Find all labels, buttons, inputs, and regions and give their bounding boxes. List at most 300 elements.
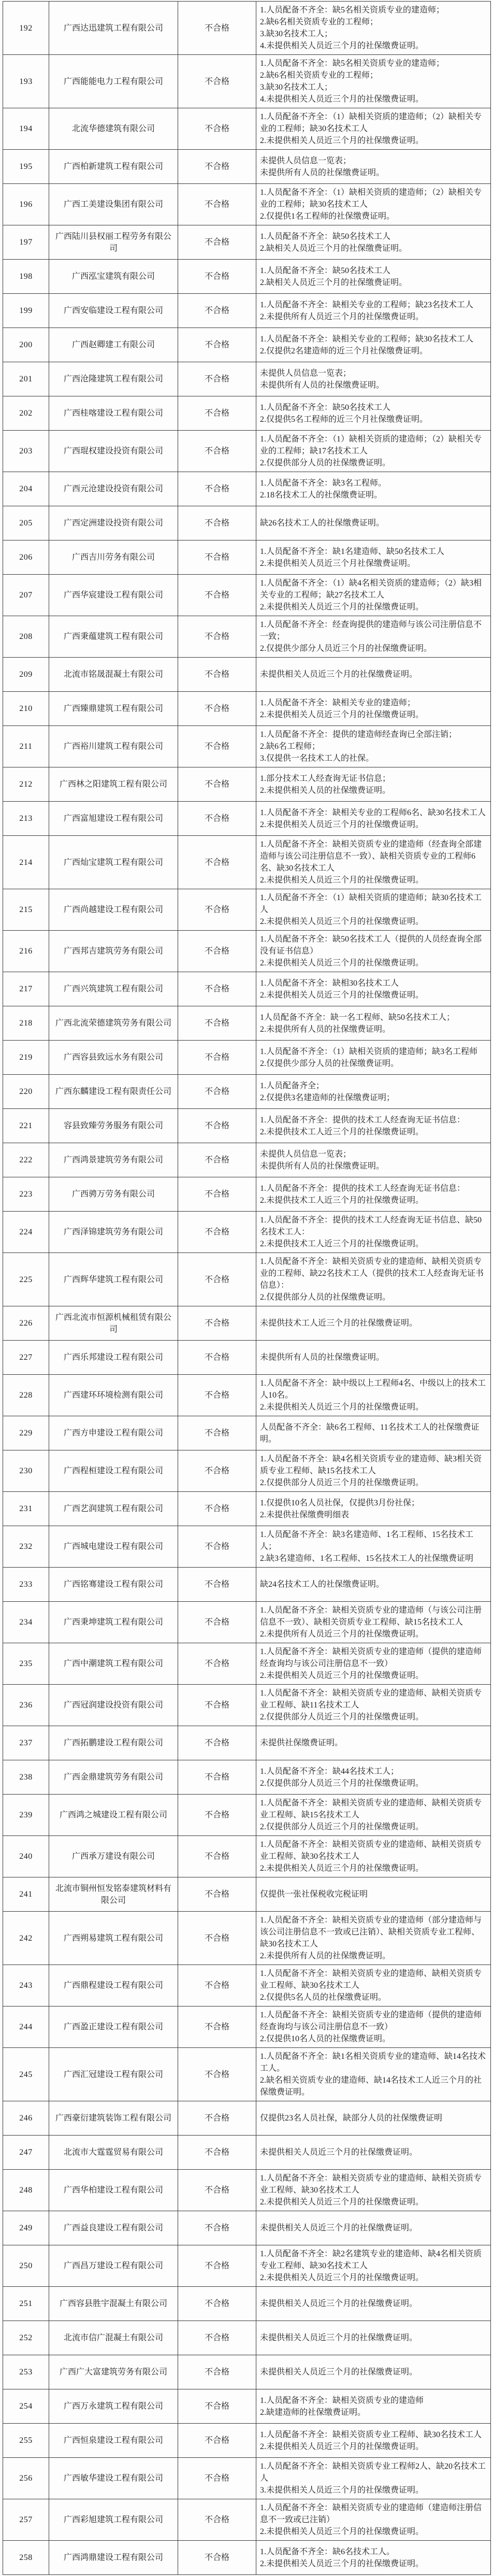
reason-lines: [260, 1453, 486, 1489]
result-value: 不合格: [178, 108, 256, 150]
company-name: 广西承万建设有限公司: [49, 1836, 178, 1877]
reason-cell: [256, 692, 491, 726]
reason-lines: [260, 1148, 486, 1172]
table-row: [3, 1041, 491, 1075]
row-number: 216: [3, 931, 49, 972]
reason-lines: [260, 517, 486, 529]
result-value: 不合格: [178, 1075, 256, 1109]
table-row: [3, 294, 491, 328]
reason-line: 1.人员配备不齐全：缺50名技术工人: [260, 403, 391, 412]
company-name: 广西恒泉建设工程有限公司: [49, 2424, 178, 2458]
reason-lines: [260, 577, 486, 613]
result-value: 不合格: [178, 294, 256, 328]
row-number: 197: [3, 225, 49, 260]
reason-line: 3.未提供相关人员近三个月的社保缴费证明。: [260, 2486, 424, 2495]
reason-lines: [260, 1497, 486, 1521]
reason-lines: [260, 1256, 486, 1303]
company-name: 广西赵卿建工有限公司: [49, 328, 178, 362]
reason-cell: [256, 2006, 491, 2048]
table-row: [3, 2170, 491, 2211]
reason-cell: [256, 1912, 491, 1965]
reason-line: 2.缺6名工程师；: [260, 742, 321, 751]
reason-line: 2.未提供相关人员近三个月的社保缴费证明。: [260, 2198, 424, 2207]
table-row: [3, 396, 491, 431]
company-name: 广西鸿景建筑劳务有限公司: [49, 1143, 178, 1177]
result-value: 不合格: [178, 225, 256, 260]
results-table-body: [3, 2, 491, 2575]
reason-line: 2.未提供相关人员的社保缴费证明。: [260, 786, 391, 795]
reason-line: 1.人员配备不齐全：缺相关资质专业的建造师、缺相关资质专业工程师、缺30名技术工人: [260, 1969, 482, 1990]
table-row: [3, 108, 491, 150]
reason-line: 2.未提供社保缴费明细表: [260, 1510, 350, 1519]
reason-line: 1.人员配备不齐全：缺3名工程师。: [260, 478, 387, 488]
reason-line: 未提供相关人员近三个月的社保缴费证明。: [260, 2148, 418, 2157]
row-number: 258: [3, 2541, 49, 2575]
row-number: 209: [3, 658, 49, 692]
company-name: 广西鸿鼎建设工程有限公司: [49, 2541, 178, 2575]
reason-cell: [256, 767, 491, 802]
result-value: 不合格: [178, 1836, 256, 1877]
reason-cell: [256, 2499, 491, 2541]
company-name: 广西乐邦建设工程有限公司: [49, 1341, 178, 1375]
reason-cell: [256, 802, 491, 836]
result-value: 不合格: [178, 1568, 256, 1602]
reason-lines: [260, 1766, 486, 1789]
result-value: 不合格: [178, 575, 256, 616]
result-value: 不合格: [178, 1450, 256, 1492]
reason-line: 1.部分技术工人经查询无证书信息；: [260, 774, 391, 783]
reason-cell: [256, 1416, 491, 1450]
company-name: 广西柏新建筑工程有限公司: [49, 150, 178, 184]
company-name: 广西敏华建设工程有限公司: [49, 2458, 178, 2499]
reason-lines: [260, 546, 486, 570]
reason-lines: [260, 1214, 486, 1250]
row-number: 248: [3, 2170, 49, 2211]
row-number: 226: [3, 1306, 49, 1341]
result-value: 不合格: [178, 889, 256, 931]
reason-line: 2.仅提供少部分人员近三个月的社保缴费证明。: [260, 644, 432, 653]
reason-cell: [256, 2101, 491, 2136]
result-value: 不合格: [178, 1726, 256, 1760]
result-value: 不合格: [178, 2, 256, 55]
row-number: 250: [3, 2245, 49, 2287]
company-name: 广西汇冠建设工程有限公司: [49, 2048, 178, 2101]
reason-lines: [260, 477, 486, 501]
reason-lines: [260, 2112, 486, 2124]
reason-cell: [256, 1492, 491, 1526]
reason-lines: [260, 1351, 486, 1363]
reason-line: 1.人员配备不齐全：缺相关专业的建造师；: [260, 698, 416, 707]
table-row: [3, 931, 491, 972]
table-row: [3, 362, 491, 396]
table-row: [3, 225, 491, 260]
reason-cell: [256, 575, 491, 616]
reason-lines: [260, 2429, 486, 2453]
table-row: [3, 260, 491, 294]
company-name: 广西秉蕴建筑工程有限公司: [49, 616, 178, 658]
table-row: [3, 328, 491, 362]
reason-cell: [256, 328, 491, 362]
company-name: 广西桂喀建设工程有限公司: [49, 396, 178, 431]
reason-cell: [256, 2211, 491, 2245]
reason-cell: [256, 1760, 491, 1795]
table-row: [3, 1450, 491, 1492]
reason-line: 2.缺名相关资质专业的建造师、缺14名技术工人近三个月的社保缴费证明。: [260, 2076, 482, 2097]
reason-lines: [260, 433, 486, 469]
reason-line: 2.18名技术工人的社保缴费证明。: [260, 490, 383, 500]
reason-line: 2.未提供相关人员近三个月的社保缴费证明。: [260, 2273, 424, 2282]
company-name: 容县致臻劳务服务有限公司: [49, 1109, 178, 1143]
reason-line: 2.缺3名建造师、1名工程师、15名技术工人的社保缴费证明: [260, 1554, 474, 1563]
company-name: 广西城电建设工程有限公司: [49, 1526, 178, 1568]
table-row: [3, 2541, 491, 2575]
company-name: 广西昌万建设工程有限公司: [49, 2245, 178, 2287]
reason-line: 未提供人员信息一览表；: [260, 156, 352, 165]
reason-lines: [260, 1968, 486, 2003]
reason-lines: [260, 1377, 486, 1413]
row-number: 239: [3, 1795, 49, 1836]
result-value: 不合格: [178, 2458, 256, 2499]
company-name: 广西方申建设工程有限公司: [49, 1416, 178, 1450]
result-value: 不合格: [178, 1041, 256, 1075]
row-number: 254: [3, 2389, 49, 2424]
reason-cell: [256, 2136, 491, 2170]
row-number: 238: [3, 1760, 49, 1795]
reason-cell: [256, 472, 491, 506]
row-number: 253: [3, 2355, 49, 2389]
reason-line: 未提供所有人员的社保缴费证明。: [260, 1161, 385, 1171]
reason-line: 1.人员配备不齐全：缺相30名技术工人: [260, 978, 399, 988]
reason-line: 2.未提供相关人员近三个月的社保缴费证明。: [260, 917, 424, 926]
table-row: [3, 1836, 491, 1877]
company-name: 广西泽锦建筑劳务有限公司: [49, 1212, 178, 1253]
reason-lines: [260, 155, 486, 179]
reason-cell: [256, 1965, 491, 2006]
reason-line: 2.缺6名相关资质专业的工程师；: [260, 71, 379, 80]
reason-line: 2.未提供技术工人近三个月的社保缴费证明。: [260, 1240, 424, 1248]
result-value: 不合格: [178, 1253, 256, 1306]
table-row: [3, 1416, 491, 1450]
result-value: 不合格: [178, 328, 256, 362]
row-number: 214: [3, 836, 49, 889]
result-value: 不合格: [178, 540, 256, 575]
reason-line: 1.人员配备不齐全：缺相关资质专业的建造师（提供的建造师经查询均与该公司注册信息不一致）: [260, 2011, 482, 2031]
row-number: 212: [3, 767, 49, 802]
company-name: 广西盈正建设工程有限公司: [49, 2006, 178, 2048]
reason-line: 1.人员配备不齐全：缺1名相关资质专业的建造师、缺14名技术工人。: [260, 2052, 486, 2073]
reason-lines: [260, 2298, 486, 2310]
table-row: [3, 1143, 491, 1177]
row-number: 221: [3, 1109, 49, 1143]
row-number: 218: [3, 1006, 49, 1041]
reason-line: 1.人员配备不齐全：缺相关资质专业的建造师（提供的建造师经查询均与该公司注册信息不一致）: [260, 1647, 482, 1668]
reason-line: 未提供所有人员的社保缴费证明。: [260, 380, 385, 390]
row-number: 233: [3, 1568, 49, 1602]
reason-lines: [260, 2460, 486, 2496]
reason-line: 未提供相关人员近三个月的社保缴费证明。: [260, 2224, 418, 2232]
reason-cell: [256, 1212, 491, 1253]
company-name: 广西定洲建设投资有限公司: [49, 506, 178, 540]
table-row: [3, 540, 491, 575]
reason-lines: [260, 697, 486, 721]
result-value: 不合格: [178, 2101, 256, 2136]
reason-lines: [260, 1737, 486, 1749]
reason-line: 1.人员配备不齐全：缺5名相关资质专业的建造师；: [260, 59, 445, 68]
result-value: 不合格: [178, 692, 256, 726]
reason-lines: [260, 2222, 486, 2234]
company-name: 北流华德建筑有限公司: [49, 108, 178, 150]
row-number: 247: [3, 2136, 49, 2170]
table-row: [3, 431, 491, 472]
row-number: 242: [3, 1912, 49, 1965]
table-row: [3, 616, 491, 658]
reason-cell: [256, 2048, 491, 2101]
company-name: 北流市信广混凝土有限公司: [49, 2321, 178, 2355]
table-row: [3, 2321, 491, 2355]
reason-line: 1.人员配备不齐全：缺相关资质专业的建造师、缺相关资质专业工程师、缺15名技术工人: [260, 1799, 482, 1819]
table-row: [3, 2245, 491, 2287]
reason-cell: [256, 396, 491, 431]
reason-lines: [260, 2009, 486, 2045]
reason-cell: [256, 1726, 491, 1760]
reason-line: 1.人员配备不齐全：缺相关专业的工程师；缺23名技术工人: [260, 300, 474, 309]
reason-cell: [256, 889, 491, 931]
company-name: 广西沧隆建筑工程有限公司: [49, 362, 178, 396]
row-number: 225: [3, 1253, 49, 1306]
result-value: 不合格: [178, 726, 256, 767]
row-number: 217: [3, 972, 49, 1006]
reason-line: 1人员配备不齐全：缺一名工程师、缺50名技术工人；: [260, 1013, 455, 1022]
table-row: [3, 55, 491, 108]
reason-line: 1.人员配备不齐全：缺1名建造师、缺50名技术工人: [260, 547, 445, 556]
table-row: [3, 2211, 491, 2245]
company-name: 广西容县胜宇混凝土有限公司: [49, 2287, 178, 2321]
reason-line: 2.未提供所有人员近三个月的社保缴费证明。: [260, 1630, 424, 1639]
reason-line: 3.仅提供一名技术工人的社保。: [260, 754, 374, 763]
reason-lines: [260, 58, 486, 105]
reason-lines: [260, 2546, 486, 2570]
reason-lines: [260, 1888, 486, 1900]
row-number: 202: [3, 396, 49, 431]
company-name: 广西邦吉建筑劳务有限公司: [49, 931, 178, 972]
reason-line: 2.未提供技术工人近三个月的社保缴费证明。: [260, 1196, 424, 1205]
reason-cell: [256, 1795, 491, 1836]
row-number: 196: [3, 184, 49, 225]
company-name: 广西东麟建设工程有限责任公司: [49, 1075, 178, 1109]
company-name: 广西益良建设工程有限公司: [49, 2211, 178, 2245]
result-value: 不合格: [178, 2424, 256, 2458]
table-row: [3, 506, 491, 540]
table-row: [3, 150, 491, 184]
reason-lines: [260, 1183, 486, 1206]
reason-cell: [256, 2541, 491, 2575]
company-name: 广西元沧建设投资有限公司: [49, 472, 178, 506]
table-row: [3, 1643, 491, 1685]
table-row: [3, 1212, 491, 1253]
company-name: 广西吉川劳务有限公司: [49, 540, 178, 575]
company-name: 广西拓鹏建设工程有限公司: [49, 1726, 178, 1760]
row-number: 219: [3, 1041, 49, 1075]
company-name: 北流市铜州恒发铭泰建筑材料有限公司: [49, 1877, 178, 1912]
result-value: 不合格: [178, 1416, 256, 1450]
company-name: 广西泓宝建筑有限公司: [49, 260, 178, 294]
table-row: [3, 1685, 491, 1726]
reason-cell: [256, 260, 491, 294]
reason-line: 人员配备不齐全：缺6名工程师、11名技术工人的社保缴费证明。: [260, 1422, 480, 1444]
reason-cell: [256, 1075, 491, 1109]
reason-line: 缺26名技术工人的社保缴费证明。: [260, 519, 385, 528]
row-number: 246: [3, 2101, 49, 2136]
reason-cell: [256, 2287, 491, 2321]
result-value: 不合格: [178, 2170, 256, 2211]
reason-line: 1.人员配备不齐全：缺相关资质专业的建造师、缺相关资质专业的工程师、缺22名技术工人（提供的技术工人经查询无证书信息）：: [260, 1257, 484, 1290]
reason-cell: [256, 55, 491, 108]
row-number: 257: [3, 2499, 49, 2541]
reason-line: 1.人员配备不齐全：缺相关资质专业的建造师、缺相关资质专业工程师、缺30名技术工人: [260, 2174, 482, 2195]
reason-cell: [256, 931, 491, 972]
reason-line: 1.人员配备不齐全：缺相关资质专业的建造师（经查询全部建造师与该公司注册信息不一致）、缺相关资质专业的工程师6名、缺30名技术工人: [260, 840, 482, 873]
table-row: [3, 1912, 491, 1965]
reason-line: 2.未提供相关人员近三个月的社保缴费证明。: [260, 1864, 424, 1873]
company-name: 广西建环环境检测有限公司: [49, 1375, 178, 1416]
reason-line: 2.缺6名相关资质专业的工程师；: [260, 18, 379, 26]
reason-line: 1.人员配备不齐全：（1）缺相关资质的建造师；（2）缺相关专业的工程师；缺17名技术工人: [260, 435, 482, 456]
row-number: 251: [3, 2287, 49, 2321]
reason-lines: [260, 1080, 486, 1104]
reason-line: 未提供技术工人近三个月的社保缴费证明。: [260, 1319, 418, 1328]
table-row: [3, 802, 491, 836]
company-name: 广西万永建筑工程有限公司: [49, 2389, 178, 2424]
reason-lines: [260, 187, 486, 222]
reason-cell: [256, 1041, 491, 1075]
company-name: 广西鼎程建设工程有限公司: [49, 1965, 178, 2006]
reason-line: 未提供人员信息一览表；: [260, 1149, 352, 1159]
reason-line: 2.未提供相关人员近三个月的社保缴费证明。: [260, 2559, 424, 2568]
reason-line: 仅提供23名人员社保，缺部分人员的社保缴费证明: [260, 2114, 443, 2123]
table-row: [3, 658, 491, 692]
result-value: 不合格: [178, 2006, 256, 2048]
company-name: 广西臻鼎建筑工程有限公司: [49, 692, 178, 726]
result-value: 不合格: [178, 1685, 256, 1726]
table-row: [3, 692, 491, 726]
reason-lines: [260, 299, 486, 323]
reason-line: 2.仅提供部分人员近三个月的社保缴费证明。: [260, 1823, 424, 1831]
reason-line: 1.人员配备不齐全：缺相关专业的工程师6名、缺30名技术工人: [260, 808, 486, 817]
reason-line: 1.人员配备不齐全：缺相关资质专业的建造师: [260, 2396, 424, 2405]
reason-line: 2.未提供相关人员近三个月的社保缴费证明。: [260, 2527, 424, 2536]
reason-line: 1.人员配备不齐全：缺相关专业的工程师；缺30名技术工人: [260, 334, 474, 344]
reason-cell: [256, 2355, 491, 2389]
reason-lines: [260, 367, 486, 391]
reason-lines: [260, 2051, 486, 2098]
reason-line: 未提供人员信息一览表；: [260, 368, 352, 378]
table-row: [3, 1375, 491, 1416]
company-name: 广西琨权建设投资有限公司: [49, 431, 178, 472]
reason-line: 2.未提供相关人员近三个月的社保缴费证明。: [260, 603, 424, 611]
reason-cell: [256, 362, 491, 396]
table-row: [3, 1253, 491, 1306]
reason-line: 1.人员配备不齐全：缺相关资质专业的建造师（与该公司注册信息不一致）、缺相关资质专业工程师、缺15名技术工人: [260, 1606, 482, 1627]
reason-line: 2.未提供相关人员近三个月的社保缴费证明。: [260, 990, 424, 1000]
reason-lines: [260, 2172, 486, 2208]
reason-lines: [260, 1687, 486, 1723]
reason-lines: [260, 729, 486, 764]
table-row: [3, 575, 491, 616]
reason-line: 1.人员配备不齐全：缺相关资质专业工程师2人、缺20名技术工人: [260, 2462, 486, 2483]
reason-lines: [260, 2366, 486, 2378]
row-number: 203: [3, 431, 49, 472]
reason-line: 1.人员配备不齐全：缺相关资质专业的建造师（部分建造师与该公司注册信息不一致或已注销）、缺相关资质专业工程师、缺30名技术工人: [260, 1916, 482, 1948]
table-row: [3, 1795, 491, 1836]
reason-line: 2.仅提供5名工程师的近三个月社保缴费证明。: [260, 415, 428, 424]
company-name: 广西裕川建筑工程有限公司: [49, 726, 178, 767]
row-number: 244: [3, 2006, 49, 2048]
result-value: 不合格: [178, 2355, 256, 2389]
table-row: [3, 472, 491, 506]
company-name: 广西铭骞建设工程有限公司: [49, 1568, 178, 1602]
reason-line: 4.未提供相关人员近三个月的社保缴费证明。: [260, 95, 424, 104]
reason-cell: [256, 294, 491, 328]
table-row: [3, 184, 491, 225]
reason-line: 1.人员配备不齐全：缺6名技术工人。: [260, 2547, 395, 2556]
reason-lines: [260, 1114, 486, 1138]
reason-line: 2.未提供所有人员的社保缴费证明。: [260, 1024, 391, 1034]
reason-lines: [260, 1012, 486, 1035]
reason-line: 1.人员配备不齐全：缺50名技术工人: [260, 266, 391, 275]
company-name: 广西辉华建筑工程有限公司: [49, 1253, 178, 1306]
row-number: 229: [3, 1416, 49, 1450]
row-number: 220: [3, 1075, 49, 1109]
table-row: [3, 1306, 491, 1341]
reason-cell: [256, 1877, 491, 1912]
reason-line: 1.人员配备不齐全：（1）缺相关资质的建造师；（2）缺相关专业的工程师；缺30名技术工人: [260, 112, 482, 133]
reason-cell: [256, 836, 491, 889]
result-value: 不合格: [178, 1341, 256, 1375]
reason-cell: [256, 2, 491, 55]
table-row: [3, 836, 491, 889]
reason-cell: [256, 1685, 491, 1726]
row-number: 198: [3, 260, 49, 294]
company-name: 广西北流市恒源机械租赁有限公司: [49, 1306, 178, 1341]
reason-cell: [256, 1836, 491, 1877]
reason-cell: [256, 1177, 491, 1212]
reason-line: 2.仅提供2名建造师的近三个月社保缴费证明。: [260, 346, 428, 355]
reason-line: 1.人员配备不齐全：缺3名建造师、1名工程师、15名技术工人；: [260, 1530, 474, 1551]
result-value: 不合格: [178, 506, 256, 540]
company-name: 广西冠润建设投资有限公司: [49, 1685, 178, 1726]
reason-lines: [260, 619, 486, 654]
company-name: 广西兴筑建筑工程有限公司: [49, 972, 178, 1006]
result-value: 不合格: [178, 2211, 256, 2245]
company-name: 广西尚越建设工程有限公司: [49, 889, 178, 931]
company-name: 广西骋万劳务有限公司: [49, 1177, 178, 1212]
company-name: 广西工美建设集团有限公司: [49, 184, 178, 225]
reason-line: 2.未提供所有人员近三个月的社保缴费证明。: [260, 312, 424, 321]
row-number: 227: [3, 1341, 49, 1375]
reason-lines: [260, 2146, 486, 2158]
reason-lines: [260, 1914, 486, 1962]
result-value: 不合格: [178, 184, 256, 225]
reason-line: 1.人员配备不齐全：缺4名相关资质专业的建造师、缺3相关资质专业工程师、缺15名技术工人: [260, 1455, 482, 1475]
table-row: [3, 1006, 491, 1041]
reason-line: 1.人员配备不齐全：缺相关资质专业的建造师、缺相关资质专业工程师、缺11名技术工人: [260, 1689, 482, 1710]
reason-lines: [260, 1046, 486, 1070]
reason-cell: [256, 1253, 491, 1306]
reason-line: 1.人员配备不齐全：缺相关资质专业工程师、缺30名技术工人: [260, 2430, 482, 2439]
reason-line: 1.人员配备不齐全：缺5名相关资质专业的建造师；: [260, 6, 445, 15]
result-value: 不合格: [178, 1643, 256, 1685]
row-number: 237: [3, 1726, 49, 1760]
